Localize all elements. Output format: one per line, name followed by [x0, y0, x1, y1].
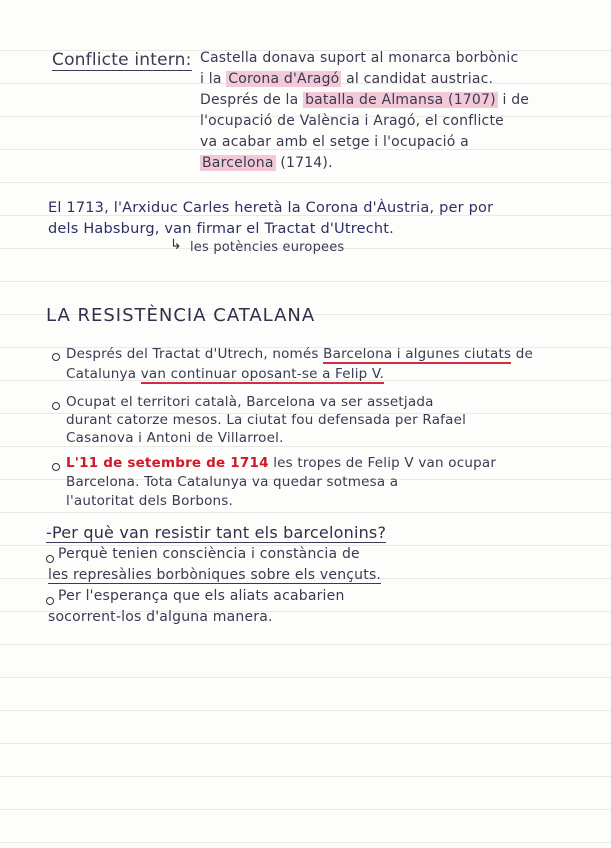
- answer-2-line-2: socorrent-los d'alguna manera.: [48, 609, 273, 625]
- conflicte-text: Després de la: [200, 92, 299, 108]
- resistencia-b3-line-3: l'autoritat dels Borbons.: [66, 493, 234, 509]
- arxiduc-utrecht: van firmar el Tractat d'Utrecht.: [164, 221, 394, 237]
- resistencia-b3-line-2: Barcelona. Tota Catalunya va quedar sotmesa a: [66, 474, 399, 490]
- bullet-icon: [52, 463, 60, 471]
- bullet-icon: [46, 555, 54, 563]
- resistencia-b2-line-2: durant catorze mesos. La ciutat fou defensada per Rafael: [66, 412, 467, 428]
- answer-1-line-2: les represàlies borbòniques sobre els vençuts.: [48, 567, 382, 583]
- arxiduc-line-1: El 1713, l'Arxiduc Carles heretà la Corona d'Àustria, per por: [48, 200, 494, 216]
- resistencia-b1-line-2: [66, 366, 384, 382]
- conflicte-line-6: [200, 155, 333, 171]
- batalla-almansa-highlight: batalla de Almansa (1707): [305, 92, 496, 108]
- conflicte-line-4: l'ocupació de València i Aragó, el conflicte: [200, 113, 504, 129]
- resistencia-text: les tropes de Felip V van ocupar: [273, 455, 497, 471]
- date-highlight: L'11 de setembre de 1714: [66, 455, 269, 471]
- resistencia-b2-line-1: Ocupat el territori català, Barcelona va ser assetjada: [66, 394, 434, 410]
- conflicte-line-1: Castella donava suport al monarca borbònic: [200, 50, 519, 66]
- corona-arago-highlight: Corona d'Aragó: [228, 71, 340, 87]
- conflicte-text: (1714).: [280, 155, 333, 171]
- resistencia-b1-line-1: [66, 346, 533, 362]
- conflicte-text: i la: [200, 71, 222, 87]
- resistencia-text: Catalunya: [66, 366, 137, 382]
- oposant-underline: van continuar oposant-se a Felip V.: [140, 366, 385, 382]
- conflicte-line-5: va acabar amb el setge i l'ocupació a: [200, 134, 469, 150]
- arxiduc-habsburg: dels Habsburg,: [48, 221, 160, 237]
- bullet-icon: [46, 597, 54, 605]
- bullet-icon: [52, 402, 60, 410]
- conflicte-text: i de: [502, 92, 530, 108]
- answer-1-line-1: Perquè tenien consciència i constància de: [58, 546, 360, 562]
- barcelona-ciutats-underline: Barcelona i algunes ciutats: [323, 346, 512, 362]
- conflicte-line-3: [200, 92, 529, 108]
- arxiduc-line-2: [48, 221, 394, 237]
- conflicte-text: al candidat austriac.: [346, 71, 494, 87]
- arrow-right-icon: ↳: [170, 237, 182, 253]
- arxiduc-arrow-note: les potències europees: [190, 240, 345, 255]
- resistencia-text: de: [515, 346, 533, 362]
- conflicte-label: Conflicte intern:: [52, 50, 192, 70]
- question-heading: -Per què van resistir tant els barcelonins?: [46, 523, 387, 542]
- resistencia-text: Després del Tractat d'Utrech, només: [66, 346, 319, 362]
- answer-2-line-1: Per l'esperança que els aliats acabarien: [58, 588, 345, 604]
- resistencia-b2-line-3: Casanova i Antoni de Villarroel.: [66, 430, 284, 446]
- bullet-icon: [52, 353, 60, 361]
- conflicte-line-2: [200, 71, 493, 87]
- resistencia-b3-line-1: [66, 455, 496, 471]
- section-title: LA RESISTÈNCIA CATALANA: [46, 305, 316, 326]
- barcelona-highlight: Barcelona: [202, 155, 274, 171]
